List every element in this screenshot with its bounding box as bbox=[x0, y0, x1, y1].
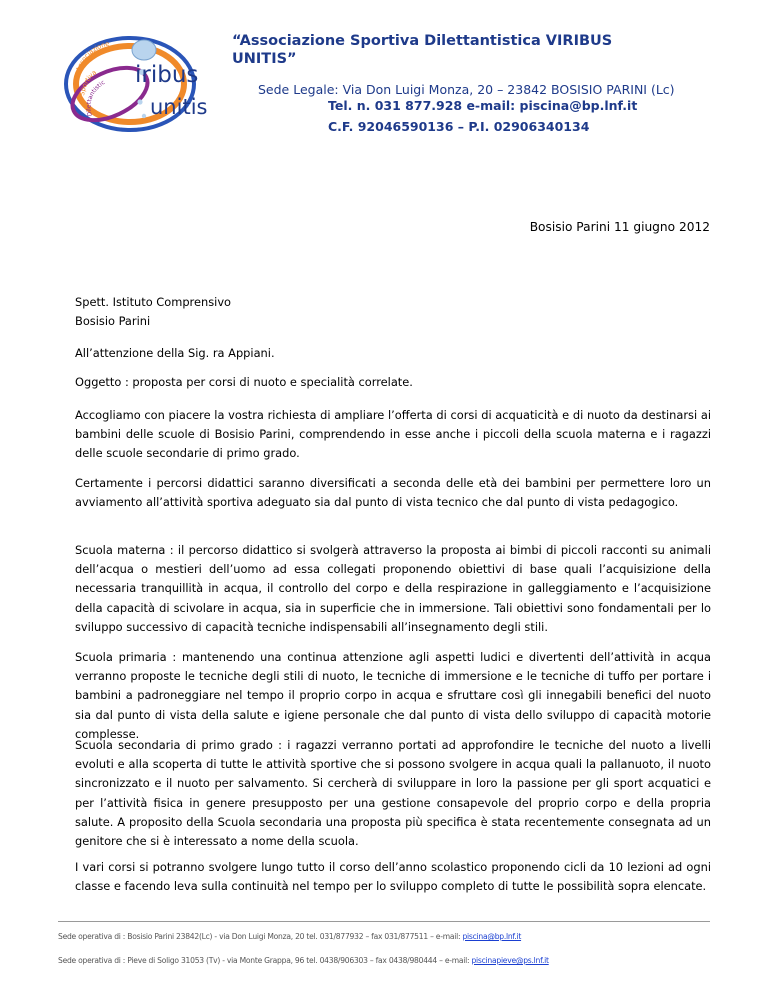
attention-line: All’attenzione della Sig. ra Appiani. bbox=[75, 346, 275, 360]
logo-arc-text-3: Dilettantistic bbox=[85, 79, 107, 118]
logo-bubble bbox=[137, 99, 142, 104]
body-paragraph: Scuola materna : il percorso didattico si svolgerà attraverso la proposta ai bimbi di piccoli racconti su animali dell’acqua o mestieri dell’uomo ad essa collegati proponendo obiettivi di base quali l’acquisizione della necessaria tranquillità in acqua, il controllo del corpo e della respirazione in galleggiamento e l’acquisizione della capacità di scivolare in acqua, sia in superficie che in immersione. Tali obiettivi sono fondamentali per lo sviluppo successivo di capacità tecniche indispensabili all’insegnamento degli stili. bbox=[75, 543, 711, 634]
body-paragraph: Scuola primaria : mantenendo una continua attenzione agli aspetti ludici e divertenti dell’attività in acqua verranno proposte le tecniche degli stili di nuoto, le tecniche di immersione e le tecniche di tuffo per portare i bambini a padroneggiare nel tempo il proprio corpo in acqua e sfruttare così gli innegabili benefici del nuoto sia dal punto di vista della salute e igiene personale che dal punto di vista dello sviluppo di capacità motorie complesse. bbox=[75, 650, 711, 741]
footer-address: Sede operativa di : Bosisio Parini 23842(Lc) - via Don Luigi Monza, 20 tel. 031/877932 – fax 031/877511 – e-mail: bbox=[58, 932, 463, 941]
body-paragraph: Certamente i percorsi didattici saranno diversificati a seconda delle età dei bambini per permettere loro un avviamento all’attività sportiva adeguato sia dal punto di vista tecnico che dal punto di vista pedagogico. bbox=[75, 476, 711, 510]
letter-date: Bosisio Parini 11 giugno 2012 bbox=[529, 220, 710, 234]
logo-bubble bbox=[142, 114, 146, 118]
association-logo bbox=[58, 24, 216, 136]
logo-arc-text-2: Sportiva bbox=[78, 68, 99, 97]
footer-email-link[interactable]: piscina@bp.lnf.it bbox=[462, 932, 522, 941]
body-paragraph: I vari corsi si potranno svolgere lungo tutto il corso dell’anno scolastico proponendo cicli da 10 lezioni ad ogni classe e facendo leva sulla continuità nel tempo per lo sviluppo completo di tutte le possibilità sopra elencate. bbox=[75, 860, 711, 894]
legal-address: Sede Legale: Via Don Luigi Monza, 20 – 23842 BOSISIO PARINI (Lc) bbox=[258, 82, 675, 97]
body-paragraph: Accogliamo con piacere la vostra richiesta di ampliare l’offerta di corsi di acquaticità e di nuoto da destinarsi ai bambini delle scuole di Bosisio Parini, comprendendo in esse anche i piccoli della scuola materna e i ragazzi delle scuole secondarie di primo grado. bbox=[75, 408, 711, 461]
logo-word-unitis: unitis bbox=[150, 95, 208, 119]
recipient-line: Bosisio Parini bbox=[75, 314, 151, 329]
footer-email-link[interactable]: piscinapieve@ps.lnf.it bbox=[471, 956, 549, 965]
fiscal-codes: C.F. 92046590136 – P.I. 02906340134 bbox=[328, 119, 590, 134]
association-title: “Associazione Sportiva Dilettantistica VIRIBUS UNITIS” bbox=[232, 33, 613, 67]
logo-arc-text-1: Associazione bbox=[74, 39, 111, 73]
body-paragraph: Scuola secondaria di primo grado : i ragazzi verranno portati ad approfondire le tecniche del nuoto a livelli evoluti e alla scoperta di tutte le attività sportive che si possono svolgere in acqua quali la pallanuoto, il nuoto sincronizzato e il nuoto per salvamento. Si cercherà di sviluppare in loro la passione per gli sport acquatici e per l’attività fisica in genere presupposto per una gestione consapevole del proprio corpo e della propria salute. A proposito della Scuola secondaria una proposta più specifica è stata recentemente consegnata ad un genitore che si è interessato a nome della scuola. bbox=[75, 738, 711, 849]
recipient-block bbox=[75, 293, 711, 331]
recipient-line: Spett. Istituto Comprensivo bbox=[75, 295, 232, 309]
footer-line-bosisio bbox=[58, 932, 718, 941]
footer-address: Sede operativa di : Pieve di Soligo 31053 (Tv) - via Monte Grappa, 96 tel. 0438/906303 – fax 0438/980444 – e-mail: bbox=[58, 956, 472, 965]
logo-word-iribus: iribus bbox=[135, 62, 199, 88]
footer-divider bbox=[58, 921, 710, 922]
subject-line: Oggetto : proposta per corsi di nuoto e specialità correlate. bbox=[75, 375, 413, 389]
footer-line-pieve bbox=[58, 956, 718, 965]
logo-sphere bbox=[132, 40, 156, 60]
contact-line: Tel. n. 031 877.928 e-mail: piscina@bp.lnf.it bbox=[328, 98, 638, 113]
